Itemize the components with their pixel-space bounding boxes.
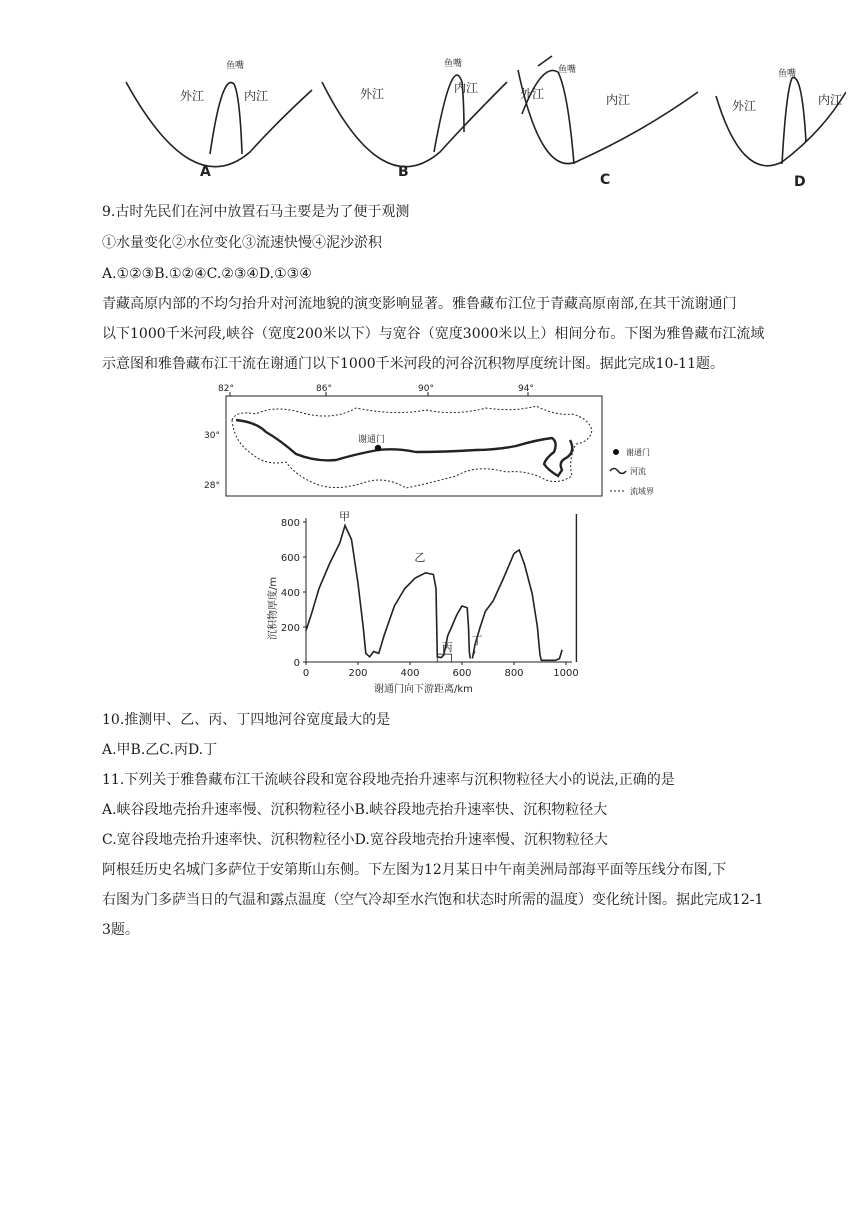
question-11-options-line-1: A.峡谷段地壳抬升速率慢、沉积物粒径小B.峡谷段地壳抬升速率快、沉积物粒径大 [102, 802, 608, 818]
option-c-label: C [600, 172, 611, 188]
xietongmen-label: 谢通门 [358, 435, 386, 445]
x-tick-label: 800 [504, 668, 524, 679]
xietongmen-marker [375, 445, 381, 451]
option-b-label: B [398, 164, 409, 180]
label-inner: 内江 [818, 93, 843, 107]
basin-map [196, 380, 676, 506]
question-10-options: A.甲B.乙C.丙D.丁 [102, 742, 218, 758]
label-yuzui: 鱼嘴 [558, 65, 577, 75]
label-outer: 外江 [732, 99, 757, 113]
option-d-label: D [794, 174, 806, 190]
y-tick-label: 200 [280, 623, 300, 634]
question-9-stem: 9.古时先民们在河中放置石马主要是为了便于观测 [102, 204, 410, 220]
lon-label: 86° [316, 384, 332, 394]
label-yuzui: 鱼嘴 [444, 59, 463, 69]
chart-series [306, 514, 576, 662]
label-yuzui: 鱼嘴 [778, 69, 797, 79]
cross-section-figures [122, 52, 846, 192]
passage-1-line-1: 青藏高原内部的不均匀抬升对河流地貌的演变影响显著。雅鲁藏布江位于青藏高原南部,在其干流谢通门 [102, 296, 737, 312]
point-label: 乙 [414, 550, 426, 564]
cross-section-b [322, 57, 507, 180]
label-inner: 内江 [454, 81, 479, 95]
sediment-chart [256, 508, 586, 696]
cross-section-c [518, 56, 698, 188]
x-axis-ticks [303, 662, 579, 679]
point-label: 丙 [441, 641, 453, 654]
question-11-stem: 11.下列关于雅鲁藏布江干流峡谷段和宽谷段地壳抬升速率与沉积物粒径大小的说法,正确的是 [102, 772, 675, 788]
map-frame [226, 396, 602, 496]
x-tick-label: 1000 [553, 668, 579, 679]
cross-section-d [716, 67, 846, 190]
label-yuzui: 鱼嘴 [226, 61, 245, 71]
question-9-items: ①水量变化②水位变化③流速快慢④泥沙淤积 [102, 235, 382, 251]
passage-2-line-3: 3题。 [102, 922, 139, 938]
y-axis-ticks [281, 518, 306, 669]
passage-2-line-2: 右图为门多萨当日的气温和露点温度（空气冷却至水汽饱和状态时所需的温度）变化统计图。据此完成12-1 [102, 892, 764, 908]
x-tick-label: 400 [400, 668, 420, 679]
y-tick-label: 600 [280, 553, 300, 564]
y-tick-label: 0 [293, 658, 300, 669]
point-label: 甲 [339, 509, 350, 523]
lon-label: 90° [418, 384, 434, 394]
question-11-options-line-2: C.宽谷段地壳抬升速率快、沉积物粒径小D.宽谷段地壳抬升速率慢、沉积物粒径大 [102, 832, 608, 848]
chart-annotations [339, 510, 483, 662]
legend-item: 流域界 [630, 487, 654, 496]
y-tick-label: 800 [280, 518, 300, 529]
passage-1-line-2: 以下1000千米河段,峡谷（宽度200米以下）与宽谷（宽度3000米以上）相间分布。下图为雅鲁藏布江流域 [102, 326, 765, 342]
label-outer: 外江 [180, 89, 205, 103]
lon-label: 82° [218, 384, 234, 394]
label-outer: 外江 [360, 87, 385, 101]
x-axis-label: 谢通门向下游距离/km [374, 684, 473, 695]
option-a-label: A [200, 164, 211, 180]
cross-section-a [126, 59, 312, 180]
label-inner: 内江 [244, 89, 269, 103]
sediment-thickness-line [472, 550, 562, 660]
lon-label: 94° [518, 384, 534, 394]
y-axis-label: 沉积物厚度/m [268, 576, 279, 640]
lat-label: 28° [204, 481, 220, 491]
question-10-stem: 10.推测甲、乙、丙、丁四地河谷宽度最大的是 [102, 712, 391, 728]
x-tick-label: 0 [302, 668, 310, 679]
sediment-thickness-line [306, 526, 470, 659]
x-tick-label: 200 [348, 668, 368, 679]
label-outer: 外江 [520, 87, 545, 101]
y-tick-label: 400 [280, 588, 300, 599]
legend-item: 河流 [630, 467, 646, 476]
passage-2-line-1: 阿根廷历史名城门多萨位于安第斯山东侧。下左图为12月某日中午南美洲局部海平面等压线分布图,下 [102, 862, 727, 878]
question-9-options: A.①②③B.①②④C.②③④D.①③④ [102, 266, 312, 282]
x-tick-label: 600 [452, 668, 472, 679]
legend-item: 谢通门 [626, 448, 650, 457]
point-label: 丁 [471, 634, 483, 647]
label-inner: 内江 [606, 93, 631, 107]
passage-1-line-3: 示意图和雅鲁藏布江干流在谢通门以下1000千米河段的河谷沉积物厚度统计图。据此完成10-11题。 [102, 356, 724, 372]
map-legend [610, 447, 654, 496]
river-line [236, 420, 572, 476]
lat-label: 30° [204, 431, 220, 441]
